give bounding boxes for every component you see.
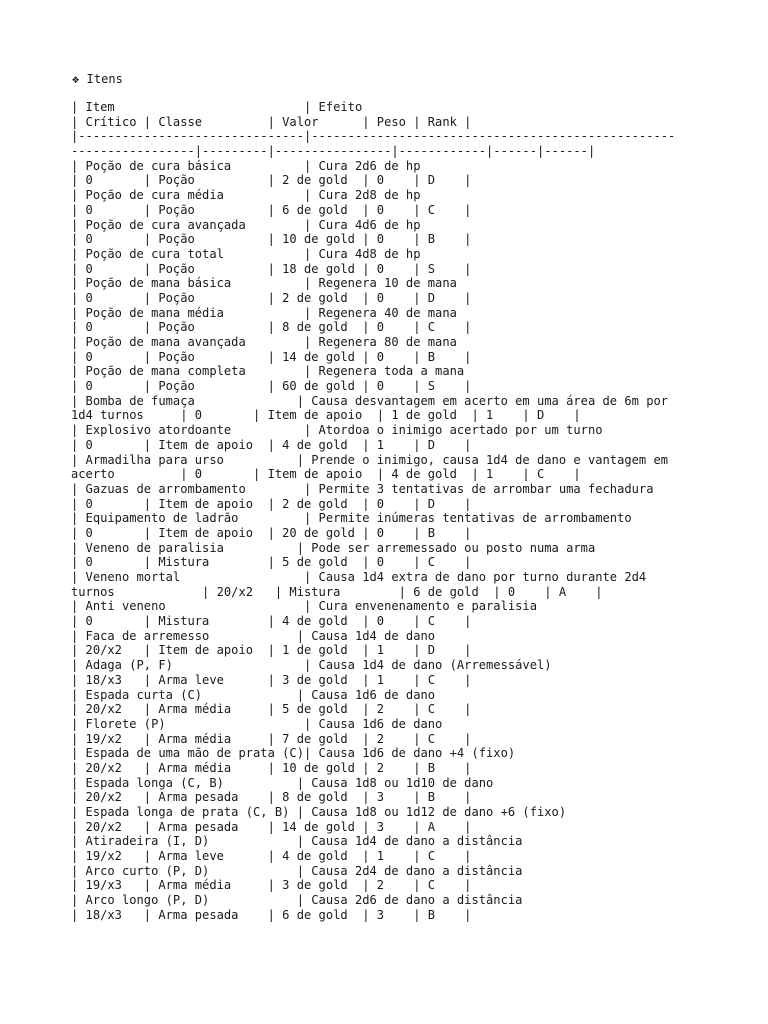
table-line: | Veneno mortal | Causa 1d4 extra de dano por turno durante 2d4 — [71, 570, 647, 584]
table-line: |-------------------------------|-------------------------------------------------- — [71, 129, 676, 144]
table-line: | 20/x2 | Arma média | 10 de gold | 2 | B | — [71, 760, 472, 775]
table-line: | Arco longo (P, D) | Causa 2d6 de dano a distância — [71, 893, 523, 908]
table-line: | Espada de uma mão de prata (C)| Causa 1d6 de dano +4 (fixo) — [71, 746, 516, 761]
table-line: | Poção de mana completa | Regenera toda a mana — [71, 364, 465, 379]
table-line: | Adaga (P, F) | Causa 1d4 de dano (Arremessável) — [71, 658, 552, 673]
table-line: | 0 | Poção | 60 de gold | 0 | S | — [71, 379, 472, 394]
table-line: | 20/x2 | Arma pesada | 8 de gold | 3 | B | — [71, 790, 472, 805]
table-line: turnos | 20/x2 | Mistura | 6 de gold | 0 | A | — [71, 584, 603, 599]
table-line: | 0 | Mistura | 5 de gold | 0 | C | — [71, 555, 472, 570]
table-line: | 18/x3 | Arma pesada | 6 de gold | 3 | B | — [71, 907, 472, 922]
table-line: | 0 | Poção | 6 de gold | 0 | C | — [71, 202, 472, 217]
table-line: | 19/x3 | Arma média | 3 de gold | 2 | C | — [71, 878, 472, 893]
table-line: | Anti veneno | Cura envenenamento e paralisia — [71, 599, 537, 614]
table-line: | Gazuas de arrombamento | Permite 3 tentativas de arrombar uma fechadura — [71, 481, 654, 496]
table-line: | Espada longa de prata (C, B) | Causa 1d8 ou 1d12 de dano +6 (fixo) — [71, 805, 567, 819]
table-line: | Item | Efeito — [71, 100, 363, 114]
table-line: | Crítico | Classe | Valor | Peso | Rank | — [71, 114, 472, 129]
items-table-text — [71, 100, 675, 923]
table-line: acerto | 0 | Item de apoio | 4 de gold | 1 | C | — [71, 467, 581, 482]
table-line: | 0 | Poção | 18 de gold | 0 | S | — [71, 261, 472, 276]
table-line: | 0 | Mistura | 4 de gold | 0 | C | — [71, 614, 472, 629]
section-heading: ❖ Itens — [72, 72, 123, 86]
table-line: | Poção de cura básica | Cura 2d6 de hp — [71, 158, 421, 173]
table-line: | Poção de cura média | Cura 2d8 de hp — [71, 188, 421, 203]
table-line: | Poção de mana avançada | Regenera 80 de mana — [71, 335, 457, 349]
table-line: | 0 | Poção | 2 de gold | 0 | D | — [71, 173, 472, 188]
table-line: | Arco curto (P, D) | Causa 2d4 de dano a distância — [71, 863, 523, 878]
table-line: | 20/x2 | Item de apoio | 1 de gold | 1 | D | — [71, 643, 472, 658]
table-line: | Poção de mana média | Regenera 40 de mana — [71, 305, 457, 320]
table-line: | 0 | Poção | 14 de gold | 0 | B | — [71, 349, 472, 364]
table-line: | 0 | Poção | 2 de gold | 0 | D | — [71, 290, 472, 305]
table-line: | 20/x2 | Arma média | 5 de gold | 2 | C | — [71, 702, 472, 717]
table-line: | Equipamento de ladrão | Permite inúmeras tentativas de arrombamento — [71, 511, 632, 526]
table-line: | Poção de cura avançada | Cura 4d6 de hp — [71, 217, 421, 232]
table-line: 1d4 turnos | 0 | Item de apoio | 1 de gold | 1 | D | — [71, 408, 581, 423]
table-line: | Florete (P) | Causa 1d6 de dano — [71, 716, 443, 731]
table-line: | 0 | Item de apoio | 4 de gold | 1 | D | — [71, 437, 472, 452]
table-line: -----------------|---------|----------------|------------|------|------| — [71, 144, 596, 159]
table-line: | 19/x2 | Arma média | 7 de gold | 2 | C | — [71, 731, 472, 746]
table-line: | 0 | Item de apoio | 2 de gold | 0 | D | — [71, 496, 472, 511]
table-line: | 0 | Item de apoio | 20 de gold | 0 | B | — [71, 525, 472, 540]
table-line: | Armadilha para urso | Prende o inimigo, causa 1d4 de dano e vantagem em — [71, 452, 669, 467]
table-line: | 19/x2 | Arma leve | 4 de gold | 1 | C | — [71, 849, 472, 864]
table-line: | 0 | Poção | 10 de gold | 0 | B | — [71, 232, 472, 247]
table-line: | 18/x3 | Arma leve | 3 de gold | 1 | C | — [71, 672, 472, 687]
table-line: | Bomba de fumaça | Causa desvantagem em acerto em uma área de 6m por — [71, 393, 669, 408]
table-line: | Atiradeira (I, D) | Causa 1d4 de dano a distância — [71, 834, 523, 849]
table-line: | Poção de mana básica | Regenera 10 de mana — [71, 276, 457, 291]
table-line: | Faca de arremesso | Causa 1d4 de dano — [71, 628, 436, 643]
table-line: | Poção de cura total | Cura 4d8 de hp — [71, 246, 421, 261]
table-line: | Veneno de paralisia | Pode ser arremessado ou posto numa arma — [71, 540, 596, 555]
table-line: | Espada curta (C) | Causa 1d6 de dano — [71, 687, 436, 702]
table-line: | 0 | Poção | 8 de gold | 0 | C | — [71, 320, 472, 335]
table-line: | 20/x2 | Arma pesada | 14 de gold | 3 | A | — [71, 819, 472, 834]
table-line: | Explosivo atordoante | Atordoa o inimigo acertado por um turno — [71, 423, 603, 438]
table-line: | Espada longa (C, B) | Causa 1d8 ou 1d10 de dano — [71, 775, 494, 790]
